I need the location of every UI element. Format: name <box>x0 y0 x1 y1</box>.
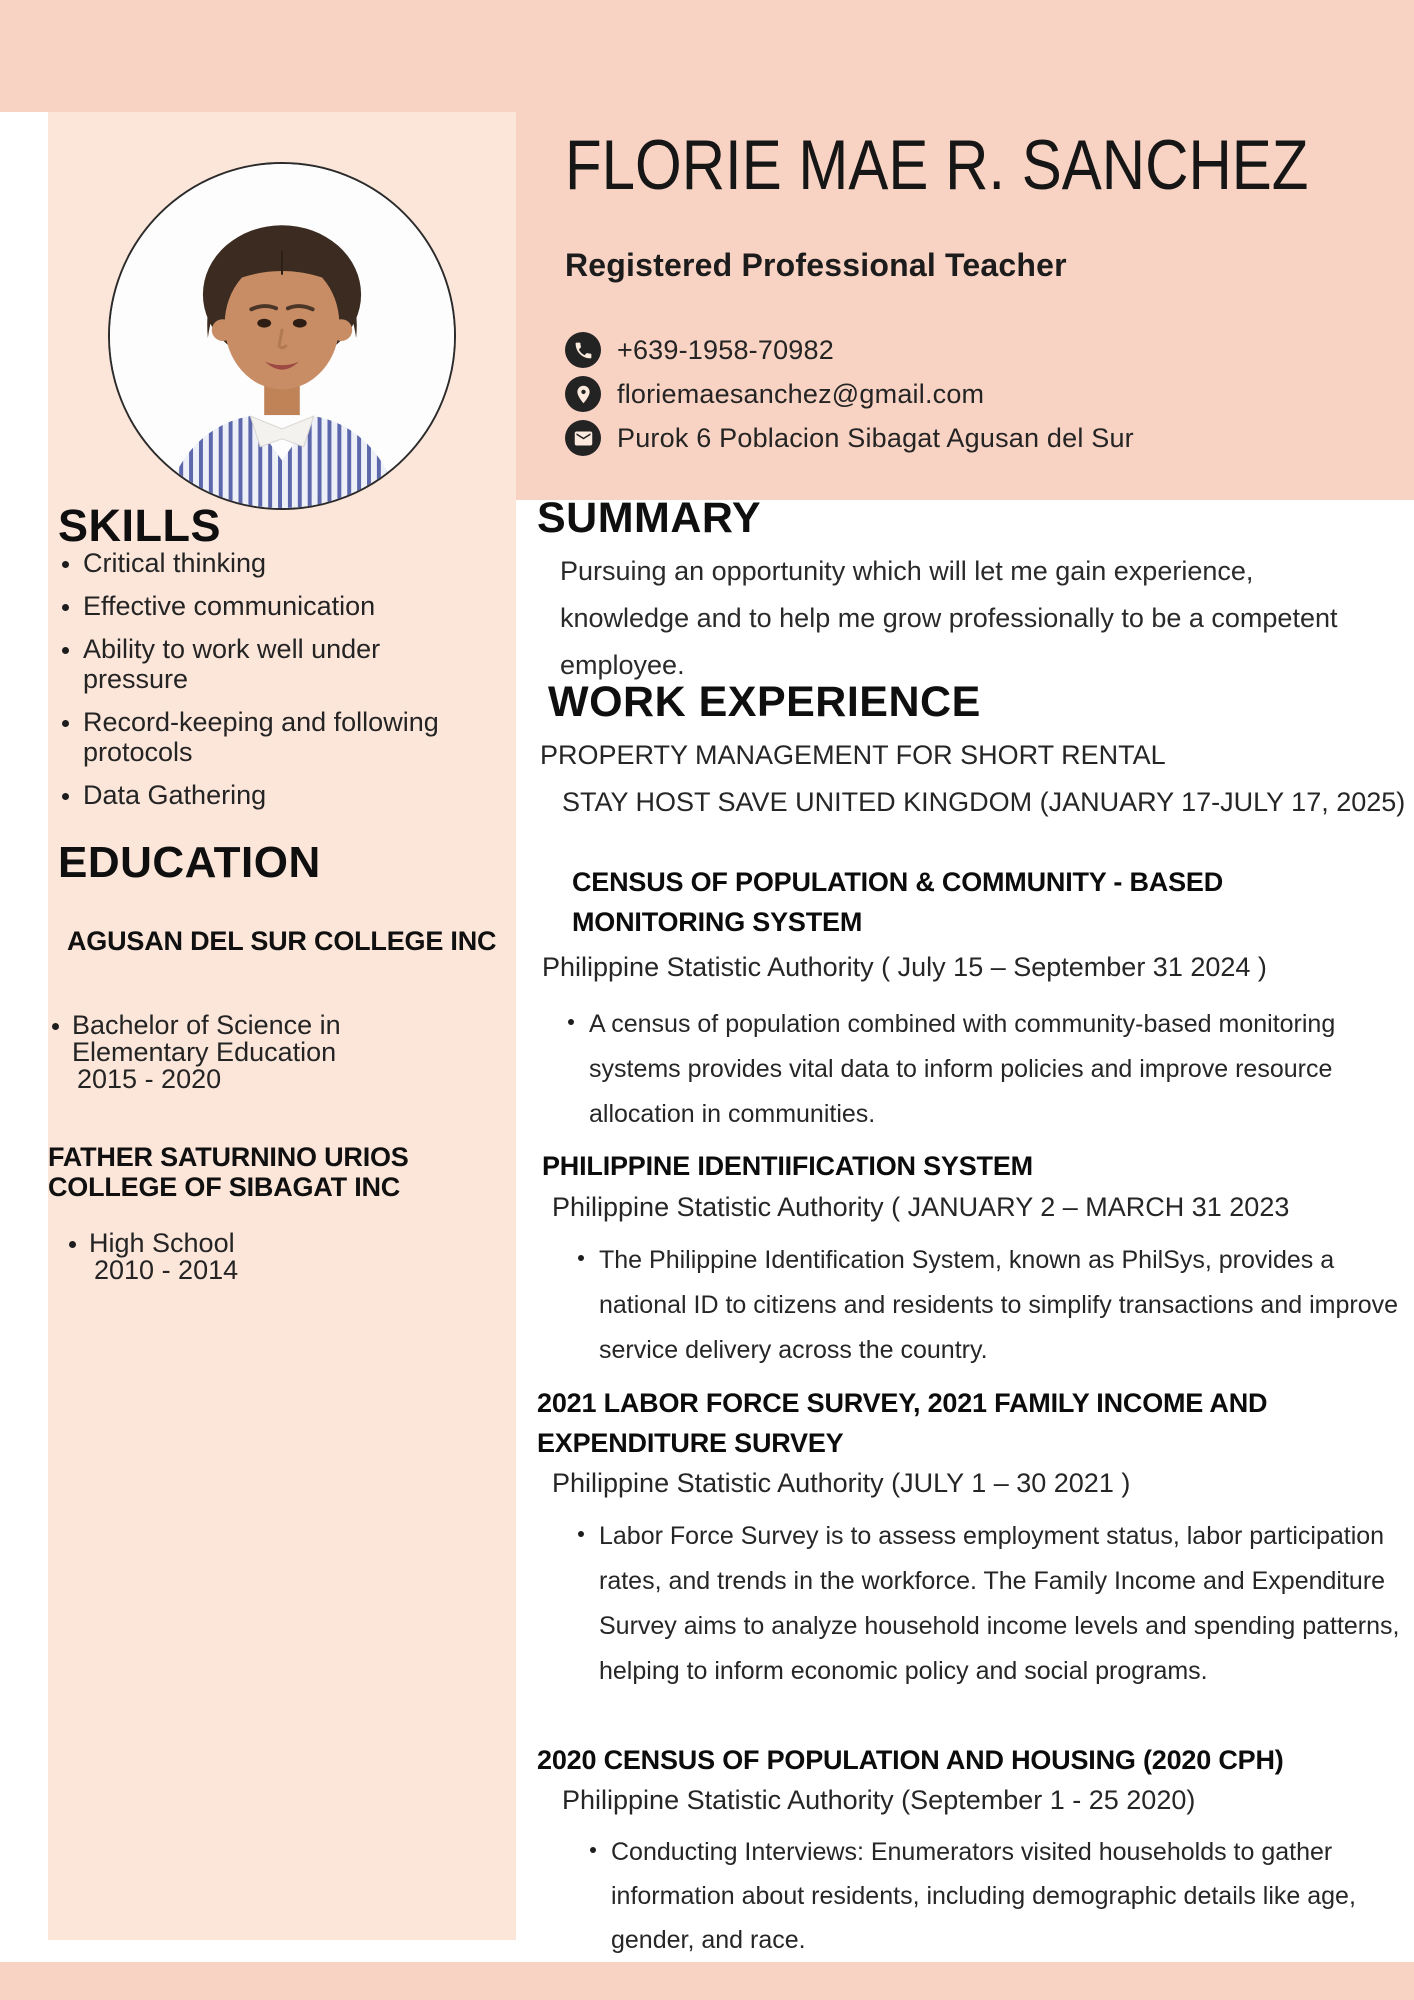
work-entry-org: Philippine Statistic Authority ( JANUARY 2 – MARCH 31 2023 <box>552 1192 1290 1222</box>
contact-list <box>565 328 1134 460</box>
school-name: FATHER SATURNINO URIOS COLLEGE OF SIBAGAT INC <box>48 1142 409 1202</box>
degree-years: 2010 - 2014 <box>94 1255 239 1285</box>
person-name: FLORIE MAE R. SANCHEZ <box>565 125 1309 205</box>
bullet-dot <box>62 793 69 800</box>
contact-address <box>565 416 1134 460</box>
bullet-dot <box>62 604 69 611</box>
bullet-dot <box>52 1023 59 1030</box>
work-entry-org: Philippine Statistic Authority (JULY 1 – 30 2021 ) <box>552 1468 1131 1498</box>
education-heading: EDUCATION <box>58 838 321 887</box>
work-entry-title: 2021 LABOR FORCE SURVEY, 2021 FAMILY INCOME AND EXPENDITURE SURVEY <box>537 1388 1268 1458</box>
work-entry-bullet <box>578 1514 1414 1694</box>
skill-text: Record-keeping and following protocols <box>83 707 439 767</box>
bullet-dot <box>578 1255 584 1261</box>
work-entry-org: Philippine Statistic Authority ( July 15 – September 31 2024 ) <box>542 952 1267 982</box>
skill-text: Critical thinking <box>83 548 267 578</box>
work-entry-title: PROPERTY MANAGEMENT FOR SHORT RENTAL <box>540 740 1166 770</box>
contact-address-text: Purok 6 Poblacion Sibagat Agusan del Sur <box>617 422 1134 453</box>
skills-heading: SKILLS <box>58 500 222 551</box>
degree-years: 2015 - 2020 <box>77 1064 222 1094</box>
list-item <box>62 548 472 578</box>
work-entry-bullet <box>578 1238 1414 1373</box>
list-item <box>62 707 472 767</box>
list-item <box>62 634 472 694</box>
summary-text: Pursuing an opportunity which will let me gain experience, knowledge and to help me grow professionally to be a competent employee. <box>560 556 1338 680</box>
bullet-dot <box>578 1531 584 1537</box>
contact-email-text: floriemaesanchez@gmail.com <box>617 378 985 409</box>
left-margin <box>0 112 48 500</box>
school-name: AGUSAN DEL SUR COLLEGE INC <box>67 926 497 956</box>
bullet-dot <box>590 1847 596 1853</box>
bullet-text: The Philippine Identification System, known as PhilSys, provides a national ID to citizens and residents to simplify transactions and improve service delivery across the country. <box>599 1246 1398 1364</box>
degree-line: High School <box>89 1228 235 1258</box>
bullet-text: Conducting Interviews: Enumerators visited households to gather information about residents, including demographic details like age, gender, and race. <box>611 1838 1356 1954</box>
portrait-illustration <box>110 164 454 508</box>
work-entry-bullet <box>568 1002 1404 1137</box>
profile-photo <box>108 162 456 510</box>
location-pin-icon <box>565 376 601 412</box>
work-entry-bullet <box>590 1830 1411 1962</box>
person-title: Registered Professional Teacher <box>565 247 1067 283</box>
list-item <box>62 591 472 621</box>
work-entry-title: PHILIPPINE IDENTIIFICATION SYSTEM <box>542 1151 1033 1181</box>
bullet-text: A census of population combined with community-based monitoring systems provides vital data to inform policies and improve resource allocation in communities. <box>589 1010 1336 1128</box>
bullet-dot <box>62 647 69 654</box>
footer-band <box>0 1962 1414 2000</box>
degree-line: Bachelor of Science in <box>72 1010 341 1040</box>
skill-text: Data Gathering <box>83 780 267 810</box>
envelope-icon <box>565 420 601 456</box>
phone-icon <box>565 332 601 368</box>
bullet-dot <box>69 1241 76 1248</box>
contact-email <box>565 372 1134 416</box>
summary-heading: SUMMARY <box>537 494 762 542</box>
bullet-dot <box>62 720 69 727</box>
degree-line: Elementary Education <box>72 1037 337 1067</box>
work-entry-title: 2020 CENSUS OF POPULATION AND HOUSING (2020 CPH) <box>537 1745 1284 1775</box>
contact-phone <box>565 328 1134 372</box>
contact-phone-text: +639-1958-70982 <box>617 334 834 365</box>
bullet-dot <box>568 1019 574 1025</box>
work-entry-org: Philippine Statistic Authority (September 1 - 25 2020) <box>562 1785 1196 1815</box>
bullet-dot <box>62 561 69 568</box>
skills-list <box>62 548 472 823</box>
skill-text: Ability to work well under pressure <box>83 634 381 694</box>
work-experience-heading: WORK EXPERIENCE <box>548 678 981 726</box>
school-details <box>52 1012 341 1093</box>
bullet-text: Labor Force Survey is to assess employment status, labor participation rates, and trends in the workforce. The Family Income and Expenditure Survey aims to analyze household income levels and spending patterns, helping to inform economic policy and social programs. <box>599 1522 1400 1685</box>
school-details <box>69 1230 238 1284</box>
skill-text: Effective communication <box>83 591 376 621</box>
work-entry-title: CENSUS OF POPULATION & COMMUNITY - BASED MONITORING SYSTEM <box>572 867 1224 937</box>
work-entry-subtitle: STAY HOST SAVE UNITED KINGDOM (JANUARY 17-JULY 17, 2025) <box>562 787 1406 817</box>
list-item <box>62 780 472 810</box>
